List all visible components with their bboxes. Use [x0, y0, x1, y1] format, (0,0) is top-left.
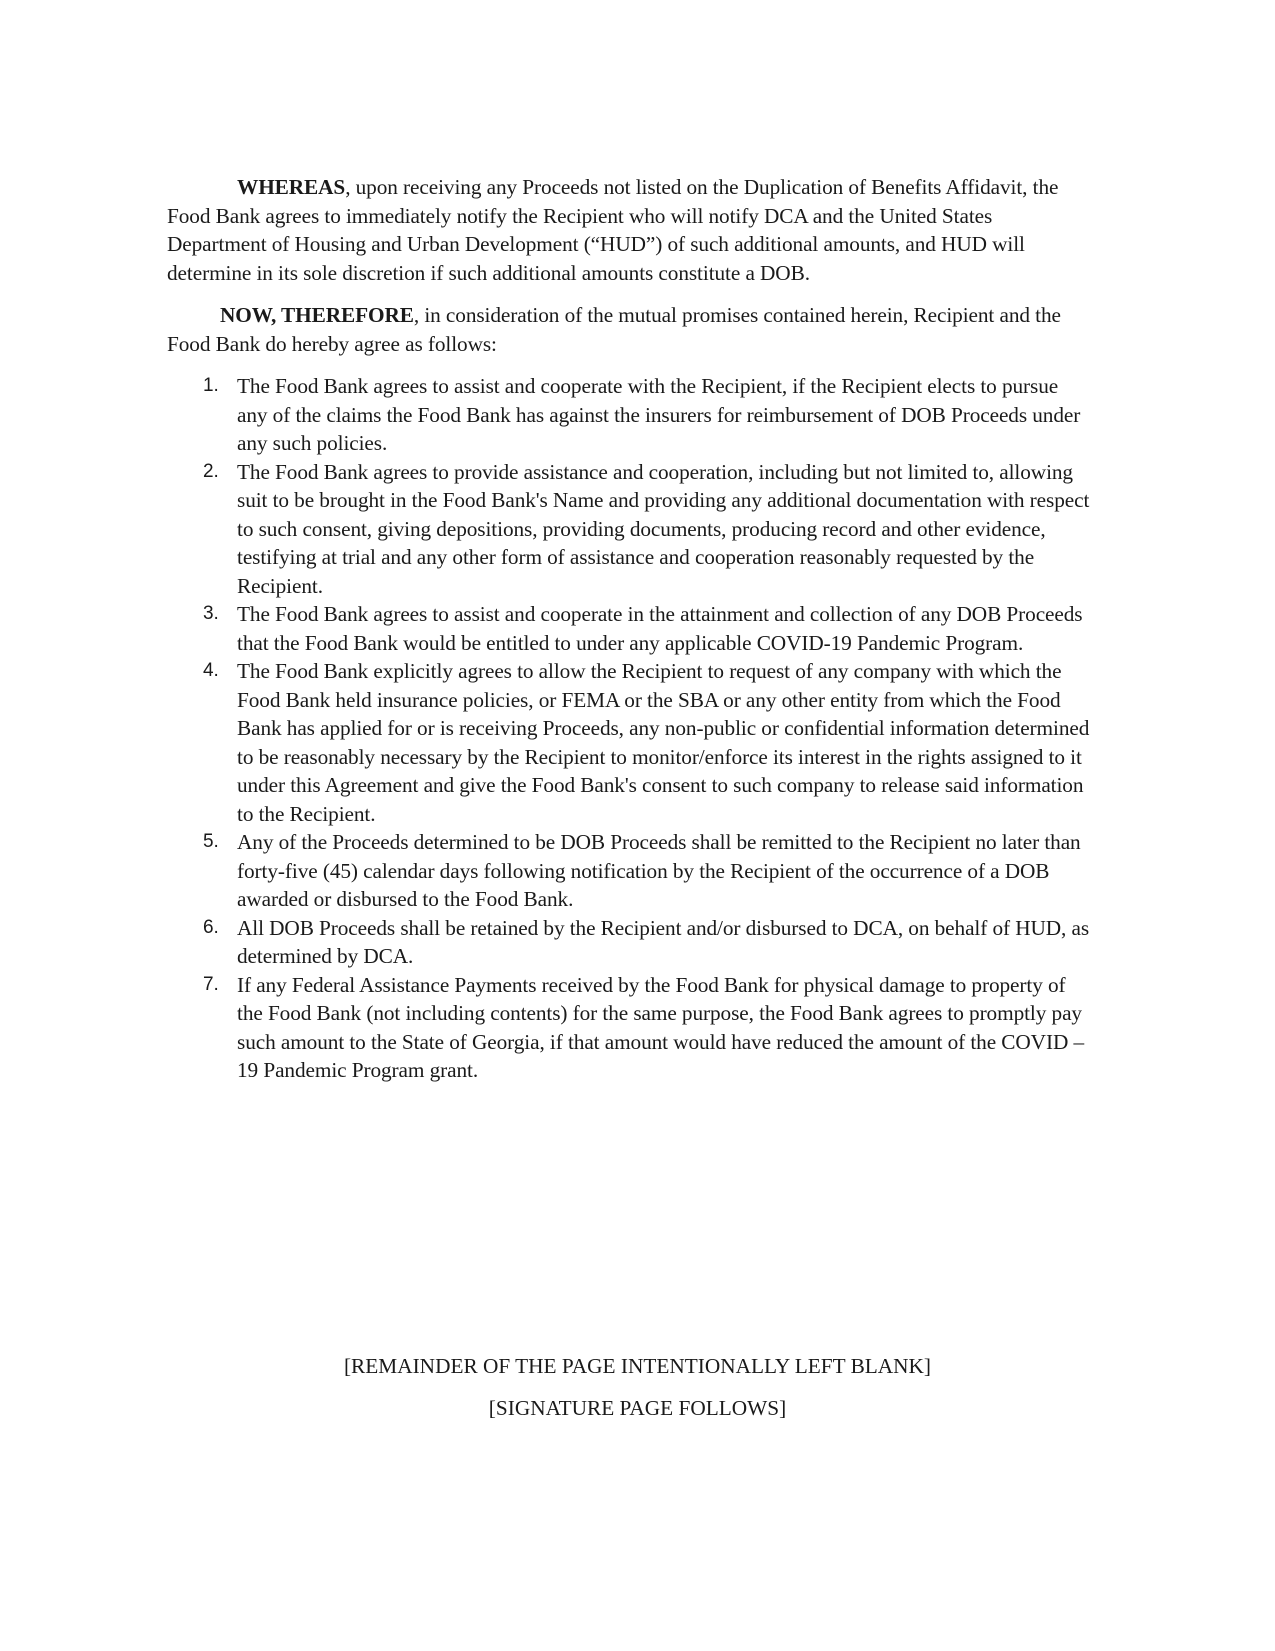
- list-item-number: 1.: [203, 375, 219, 396]
- list-item-number: 6.: [203, 916, 219, 938]
- list-item-text: If any Federal Assistance Payments received by the Food Bank for physical damage to property of the Food Bank (not including contents) for the same purpose, the Food Bank agrees to promptly pay such amount to the State of Georgia, if that amount would have reduced the amount of the COVID – 19 Pandemic Program grant.: [237, 972, 1084, 1082]
- list-item-number: 3.: [203, 603, 219, 624]
- list-item-number: 2.: [203, 460, 219, 482]
- list-item-text: All DOB Proceeds shall be retained by the Recipient and/or disbursed to DCA, on behalf of HUD, as determined by DCA.: [237, 915, 1090, 968]
- list-item-text: The Food Bank agrees to assist and cooperate with the Recipient, if the Recipient elects to pursue any of the claims the Food Bank has against the insurers for reimbursement of DOB Proceeds under any such policies.: [237, 374, 1081, 455]
- now-therefore-paragraph: [167, 301, 1092, 358]
- list-item: [167, 971, 1092, 1085]
- list-item-text: Any of the Proceeds determined to be DOB Proceeds shall be remitted to the Recipient no later than forty-five (45) calendar days following notification by the Recipient of the occurrence of a DOB awarded or disbursed to the Food Bank.: [237, 830, 1081, 911]
- list-item: [167, 914, 1092, 971]
- remainder-blank-notice: [REMAINDER OF THE PAGE INTENTIONALLY LEFT BLANK]: [343, 1354, 932, 1378]
- list-item-text: The Food Bank agrees to assist and cooperate in the attainment and collection of any DOB Proceeds that the Food Bank would be entitled to under any applicable COVID-19 Pandemic Program.: [237, 602, 1083, 655]
- whereas-paragraph: [167, 173, 1092, 287]
- list-item: [167, 657, 1092, 828]
- list-item: [167, 372, 1092, 458]
- list-item: [167, 600, 1092, 657]
- list-item: [167, 458, 1092, 601]
- agreement-list: [167, 372, 1092, 1085]
- list-item-number: 7.: [203, 973, 219, 995]
- list-item-text: The Food Bank explicitly agrees to allow the Recipient to request of any company with which the Food Bank held insurance policies, or FEMA or the SBA or any other entity from which the Food Bank has applied for or is receiving Proceeds, any non-public or confidential information determined to be reasonably necessary by the Recipient to monitor/enforce its interest in the rights assigned to it under this Agreement and give the Food Bank's consent to such company to release said information to the Recipient.: [237, 659, 1090, 826]
- whereas-lead: WHEREAS: [237, 175, 346, 199]
- now-therefore-lead: NOW, THEREFORE: [220, 303, 414, 327]
- list-item-number: 5.: [203, 831, 219, 852]
- now-therefore-text: , in consideration of the mutual promises contained herein, Recipient and the Food Bank do hereby agree as follows:: [167, 303, 1061, 356]
- signature-page-notice: [SIGNATURE PAGE FOLLOWS]: [488, 1396, 787, 1420]
- list-item-text: The Food Bank agrees to provide assistance and cooperation, including but not limited to, allowing suit to be brought in the Food Bank's Name and providing any additional documentation with respect to such consent, giving depositions, providing documents, producing record and other evidence, testifying at trial and any other form of assistance and cooperation reasonably requested by the Recipient.: [237, 459, 1090, 598]
- document-body: [167, 173, 1092, 1085]
- list-item-number: 4.: [203, 660, 219, 681]
- whereas-text: , upon receiving any Proceeds not listed on the Duplication of Benefits Affidavit, the Food Bank agrees to immediately notify the Recipient who will notify DCA and the United States Department of Housing and Urban Development (“HUD”) of such additional amounts, and HUD will determine in its sole discretion if such additional amounts constitute a DOB.: [167, 175, 1059, 285]
- list-item: [167, 828, 1092, 914]
